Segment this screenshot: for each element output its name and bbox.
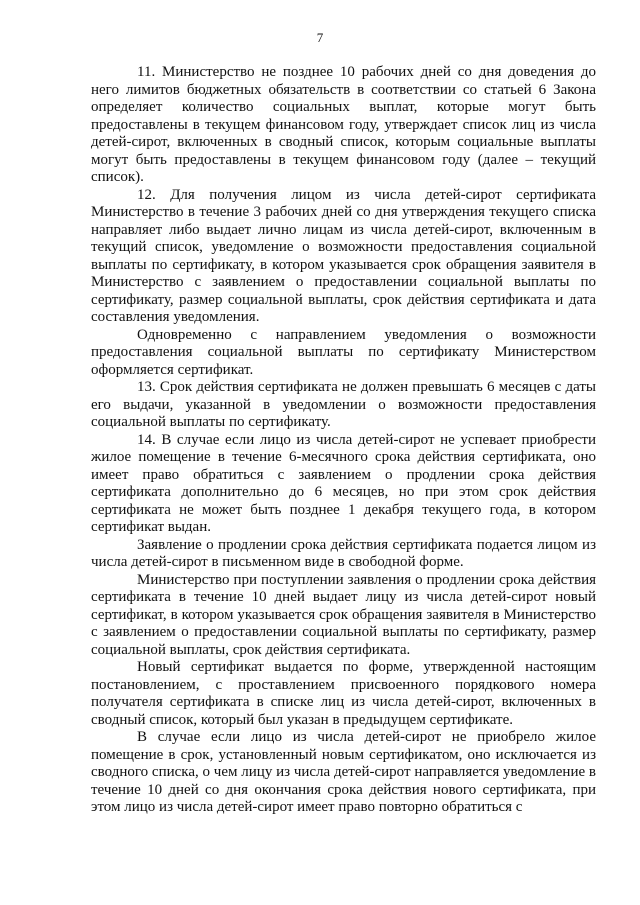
- document-body: [91, 64, 596, 817]
- paragraph-12: 12. Для получения лицом из числа детей-сирот сертификата Министерство в течение 3 рабочих дней со дня утверждения текущего списка направляет либо выдает лично лицам из числа детей-сирот, включенным в текущий список, уведомление о возможности предоставления социальной выплаты по сертификату, в котором указывается срок обращения заявителя в Министерство с заявлением о предоставлении социальной выплаты по сертификату, размер социальной выплаты, срок действия сертификата и дата составления уведомления.: [91, 186, 596, 325]
- paragraph-11: 11. Министерство не позднее 10 рабочих дней со дня доведения до него лимитов бюджетных обязательств в соответствии со статьей 6 Закона определяет количество социальных выплат, которые могут быть предоставлены в текущем финансовом году, утверждает список лиц из числа детей-сирот, включенных в сводный список, которым социальные выплаты могут быть предоставлены в текущем финансовом году (далее – текущий список).: [91, 64, 596, 185]
- page-number: 7: [316, 30, 324, 45]
- paragraph-14-certificate-form: Новый сертификат выдается по форме, утвержденной настоящим постановлением, с проставлением присвоенного порядкового номера получателя сертификата в списке лиц из числа детей-сирот, включенных в сводный список, который был указан в предыдущем сертификате.: [91, 659, 596, 728]
- paragraph-14-exclusion: В случае если лицо из числа детей-сирот не приобрело жилое помещение в срок, установленный новым сертификатом, оно исключается из сводного списка, о чем лицу из числа детей-сирот направляется уведомление в течение 10 дней со дня окончания срока действия нового сертификата, при этом лицо из числа детей-сирот имеет право повторно обратиться с: [91, 729, 596, 815]
- paragraph-14: 14. В случае если лицо из числа детей-сирот не успевает приобрести жилое помещение в течение 6-месячного срока действия сертификата, оно имеет право обратиться с заявлением о продлении срока действия сертификата дополнительно до 6 месяцев, но при этом срок действия сертификата не может быть позднее 1 декабря текущего года, в котором сертификат выдан.: [91, 431, 596, 535]
- paragraph-13: 13. Срок действия сертификата не должен превышать 6 месяцев с даты его выдачи, указанной в уведомлении о возможности предоставления социальной выплаты по сертификату.: [91, 379, 596, 430]
- paragraph-14-application: Заявление о продлении срока действия сертификата подается лицом из числа детей-сирот в письменном виде в свободной форме.: [91, 536, 596, 570]
- paragraph-12-continued: Одновременно с направлением уведомления о возможности предоставления социальной выплаты по сертификату Министерством оформляется сертификат.: [91, 326, 596, 378]
- paragraph-14-new-certificate: Министерство при поступлении заявления о продлении срока действия сертификата в течение 10 дней выдает лицу из числа детей-сирот новый сертификат, в котором указывается срок обращения заявителя в Министерство с заявлением о предоставлении социальной выплаты по сертификату, размер социальной выплаты, срок действия сертификата.: [91, 571, 596, 658]
